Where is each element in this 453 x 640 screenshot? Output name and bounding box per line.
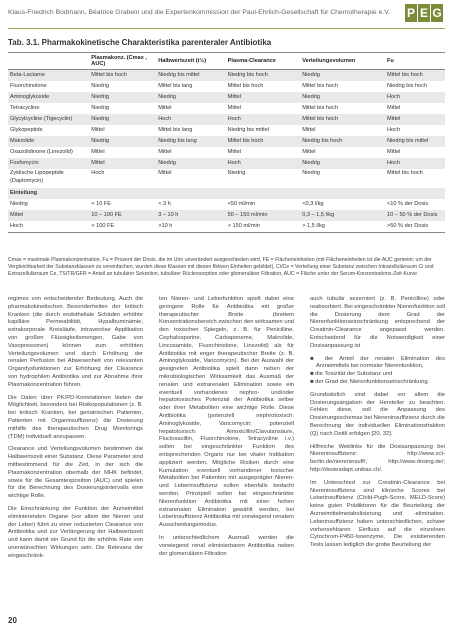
text-column-right [310, 296, 445, 555]
table-cell: Niedrig bis mittel [227, 127, 270, 133]
table-cell: Mittel [302, 127, 316, 133]
table-cell: Niedrig [91, 105, 110, 111]
table-cell: Mittel bis hoch [385, 70, 445, 82]
criteria-list [310, 356, 445, 387]
page-header [8, 0, 445, 28]
table-cell: Zyklische Lipopeptide (Daptomycin) [10, 170, 64, 184]
table-cell: Mittel bis hoch [89, 70, 156, 82]
table-cell: Mittel bis hoch [302, 105, 338, 111]
table-cell: Niedrig [10, 201, 28, 207]
table-cell: Niedrig [89, 114, 156, 125]
table-cell: 10 – 100 FE [89, 210, 156, 221]
table-cell [226, 188, 301, 199]
table-cell: Mittel bis hoch [227, 83, 264, 89]
table-cell: Tetracycline [10, 105, 40, 111]
column-header [8, 53, 89, 70]
table-cell: Niedrig [300, 92, 385, 103]
table-cell: Mittel [91, 149, 105, 155]
table-cell: Mittel [227, 149, 242, 155]
table-cell: < 10 FE [91, 201, 112, 207]
table-cell: Niedrig [156, 158, 225, 169]
table-cell [385, 188, 445, 199]
table-cell: Niedrig bis lang [156, 136, 225, 147]
header-divider [8, 28, 445, 29]
table-cell: 3 – 10 h [156, 210, 225, 221]
table-row [8, 70, 445, 82]
table-cell [156, 188, 225, 199]
table-cell: Oxazolidinone (Linezolid) [10, 149, 73, 155]
table-cell: Niedrig [89, 136, 156, 147]
table-row [8, 136, 445, 147]
table-cell [300, 188, 385, 199]
table-cell: Niedrig [91, 83, 110, 89]
table-cell: Hoch [385, 158, 445, 169]
table-cell: > 1,5 l/kg [302, 223, 326, 229]
table-cell: Hoch [156, 114, 225, 125]
column-header: Verteilungsvolumen [302, 58, 356, 64]
table-header-row [8, 53, 445, 70]
table-cell: Hoch [226, 158, 301, 169]
paragraph: auch tubulär sezerniert (z. B. Penicilline) oder reabsorbiert. Bei eingeschränkter Nierenfunktion soll die Dosierung dem Grad der Nierenfunktionseinschränkung entsprechend der Creatinin-Clearance angepasst werden. Entscheidend für die Notwendigkeit einer Dosisanpassung ist [310, 296, 445, 349]
paragraph: Clearance und Verteilungsvolumen bestimmen die Halbwertszeit einer Substanz. Diese Parameter sind mitbestimmend für die Zeit, in der sich die Plasmakonzentration oberhalb der MHK befindet, sowie für die Gesamtexposition (AUC) und spielen für die Berechnung des Dosierungsintervalls eine wichtige Rolle. [8, 446, 143, 500]
table-cell: Mittel [158, 105, 172, 111]
table-cell: Mittel bis hoch [387, 170, 423, 176]
table-title: Tab. 3.1. Pharmakokinetische Charakteristika parenteraler Antibiotika [8, 38, 272, 47]
table-cell: > 150 ml/min [227, 223, 260, 229]
table-cell: Mittel [89, 158, 156, 169]
table-row [8, 147, 445, 158]
paragraph: ten Nieren- und Leberfunktion spielt dabei eine geringere Rolle für Antibiotika mit großer therapeutischer Breite (breitem Konzentrationsbereich zwischen den wirksamen und den toxischen Spiegeln, z. B. für Penicilline, Cephalosporine, Carbapeneme, Makrolide, Lincosamide, Fluorchinolone, Linezolid) als für Antibiotika mit enger therapeutischer Breite (z. B. Aminoglykoside, Vancomycin). Bei der Auswahl der geeigneten Antibiotika spielt dann neben der mikrobiologischen Wirksamkeit das Ausmaß der renalen und extrarenalen Elimination sowie ein eventuell vorhandenes nephro- und/oder hepatotoxisches Potenzial der Antibiotika selber oder ihrer Metaboliten eine wichtige Rolle. Diese Antibiotika (potenziell nephrotoxisch: Aminoglykoside, Vancomycin; potenziell hepatotoxisch: Amoxicillin/Clavulansäure, Flucloxacillin, Fluorchinolone, Tetracycline i.v.) sollen bei eingeschränkter Funktion des entsprechenden Organs nur bei vitaler Indikation appliziert werden. Mögliche Risiken durch eine Kumulation eventuell vorhandener toxischer Metaboliten bei Patienten mit ausgeprägter Nieren- und Leberinsuffizienz sollen ebenfalls bedacht werden. Prinzipiell sollen bei eingeschränkter Nierenfunktion Antibiotika mit einer hohen extrarenalen Elimination gewählt werden, bei Leberinsuffizienz Antibiotika mit vorwiegend renalem Ausscheidungsmodus. [159, 296, 295, 529]
table-cell: Mittel [91, 127, 105, 133]
table-cell: Niedrig [300, 158, 385, 169]
table-cell: >10 h [158, 223, 173, 229]
list-item: ■ der Anteil der renalen Elimination des Arzneimittels bei normaler Nierenfunktion, [310, 355, 445, 370]
table-cell: Makrolide [8, 136, 89, 147]
table-cell: Mittel [226, 92, 301, 103]
table-cell: Mittel [387, 149, 401, 155]
table-cell: Mittel [387, 105, 401, 111]
table-cell: Mittel bis hoch [300, 114, 385, 125]
table-footnote: Cmax = maximale Plasmakonzentration, Fu = Prozent der Dosis, die im Urin unverändert ausgeschieden wird, FE = Flächeneinheiten (mit Flächeneinheiten ist die AUC gemeint; um der Vergleichbarkeit der Substanzklassen zu vereinfachen, wurden diese Klassen mit diesen fiktiven Einheiten gebildet), Ci/Ce = Verteilung einer Substanz zwischen Intrazellulärraum Ci und Extrazellulärraum Ce, TS/TR/GFR = Anteil an tubulärer Sekretion, tubulärer Rückresorption oder glomerulärer Filtration, AUC = Fläche unter der Serum-Konzentrations-Zeit-Kurve [8, 257, 434, 278]
table-cell: Mittel [302, 149, 316, 155]
table-cell: Niedrig [300, 70, 385, 82]
table-row [8, 188, 445, 199]
table-cell [89, 188, 156, 199]
table-cell: Mittel bis hoch [226, 136, 301, 147]
paragraph: Hilfreiche Weblinks für die Dosisanpassung bei Niereninsuffizienz: http://www.zct-berlin.de/niereninsuff/; http://www.dosing.de/; http://dosieadapt.unibas.ch/. [310, 443, 445, 473]
table-cell: Mittel [227, 105, 242, 111]
table-cell: <10 % der Dosis [387, 201, 429, 207]
table-cell: Fluorchinolone [10, 83, 47, 89]
table-row [8, 221, 445, 233]
paragraph: regimes von entscheidender Bedeutung. Auch die pharmakokinetischen Besonderheiten der kritisch Kranken (die durch endotheliale Schäden erhöhte kapilläre Permeabilität, Hypalbuminämie, extrakorporale Kreisläufe, intravenöse Applikation von großen Flüssigkeitsmengen, Gabe von Vasopressoren) können zum erhöhten Verteilungsvolumen und durch Erhöhung der renalen Perfusion bei Abwesenheit von relevanten Organdysfunktionen zur Erhöhung der Clearance von hydrophilen Antibiotika und zur Abnahme ihrer Plasmakonzentration führen. [8, 296, 143, 388]
table-cell: Niedrig [89, 92, 156, 103]
table-cell: Mittel bis hoch [302, 83, 338, 89]
table-cell: Mittel bis lang [158, 127, 193, 133]
paragraph: Die Daten über PK/PD-Korrelationen bieten die Möglichkeit, besonders bei Risikopopulationen (z. B. bei kritisch Kranken, bei geriatrischen Patienten, Patienten mit Organinsuffizienz) die Dosierung mithilfe des therapeutischen Drug Monitorings (TDM) individuell anzupassen. [8, 394, 143, 440]
table-cell: > 100 FE [91, 223, 115, 229]
table-row [8, 199, 445, 210]
text-column-left [8, 296, 143, 566]
table-cell: >50 % der Dosis [387, 223, 429, 229]
table-cell: Fosfomycin [8, 158, 89, 169]
table-cell: Niedrig bis hoch [387, 83, 428, 89]
column-header: Plasma-Clearance [227, 58, 276, 64]
table-row [8, 158, 445, 169]
table-row [8, 103, 445, 114]
table-row [8, 92, 445, 103]
table-cell: Niedrig bis hoch [226, 70, 301, 82]
table-cell: <0,3 l/kg [302, 201, 324, 207]
table-cell: <50 ml/min [227, 201, 256, 207]
column-header: Fu [387, 58, 394, 64]
logo-letter: E [419, 6, 428, 20]
table-cell: Mittel [158, 170, 172, 176]
paragraph: Grundsätzlich sind dabei vor allem die Dosierungsangaben der Hersteller zu beachten. Fehlen diese, soll die Anpassung des Dosierungsschemas bei Niereninsuffizienz durch die Berechnung der individuellen Eliminationsfraktion (Q) nach Dettli erfolgen [20, 32]. [310, 391, 445, 437]
table-row [8, 114, 445, 125]
logo-letter: P [406, 6, 415, 20]
header-authors: Klaus-Friedrich Bodmann, Béatrice Grabein und die Expertenkommission der Paul-Ehrlich-Gesellschaft für Chemotherapie e.V. [8, 9, 391, 16]
table-cell: Aminoglykoside [8, 92, 89, 103]
table-cell: Glykopeptide [10, 127, 43, 133]
text-column-middle [159, 296, 294, 563]
paragraph: Die Einschränkung der Funktion der Arzneimittel eliminierenden Organe (vor allem der Nieren und der Leber) führt zu einer reduzierten Clearance von Antibiotika und zur Verlängerung der Halbwertszeit und kann damit ein Grund für die erhöhte Rate von unerwünschten Wirkungen sein. Die Relevanz der eingeschränk- [8, 505, 143, 559]
table-cell: Hoch [387, 127, 401, 133]
table-cell: Hoch [385, 92, 445, 103]
table-cell: Niedrig [227, 170, 246, 176]
table-cell: Einteilung [8, 188, 89, 199]
table-cell: 0,3 – 1,5 l/kg [300, 210, 385, 221]
peg-logo [405, 4, 445, 24]
table-cell: Hoch [91, 170, 105, 176]
table-cell: Mittel [158, 149, 172, 155]
table-cell: Hoch [226, 114, 301, 125]
list-item: ■ die Toxizität der Substanz und [310, 371, 393, 378]
table-cell: Mittel [385, 114, 445, 125]
table-cell: 50 – 150 ml/min [226, 210, 301, 221]
table-row [8, 169, 445, 188]
table-cell: Niedrig [156, 92, 225, 103]
table-cell: Mittel [8, 210, 89, 221]
table-cell: 10 – 50 % der Dosis [385, 210, 445, 221]
table-cell: Glycylcycline (Tigecyclin) [8, 114, 89, 125]
table-cell: Niedrig [302, 170, 320, 176]
table-cell: Hoch [10, 223, 24, 229]
column-header: Halbwertszeit (t½) [158, 58, 207, 64]
table-cell: Mittel bis lang [158, 83, 193, 89]
table-row [8, 210, 445, 221]
table-cell: Beta-Lactame [8, 70, 89, 82]
table-row [8, 125, 445, 136]
table-row [8, 81, 445, 92]
list-item: ■ der Grad der Nierenfunktionseinschränkung. [310, 378, 430, 385]
logo-letter: G [432, 6, 442, 20]
paragraph: Im Unterschied zur Creatinin-Clearance bei Niereninsuffizienz sind klinische Scores bei Leberinsuffizienz (Child-Pugh-Score, MELD-Score) keine guten Prädiktoren für die Beurteilung der Arzneimittelmetabolisierung und -elimination. Leberinsuffizienz haben unterschiedlichen, schwer vorhersehbaren Einfluss auf die einzelnen Cytochrom-P450-Isoenzyme. Die existierenden Tests lassen lediglich die grobe Beurteilung der [310, 479, 445, 549]
pharmacokinetics-table [8, 52, 445, 233]
paragraph: In unterschiedlichem Ausmaß werden die vorwiegend renal eliminierbaren Antibiotika neben der glomerulären Filtration [159, 534, 294, 557]
page-number: 20 [8, 616, 17, 625]
table-cell: < 3 h [158, 201, 171, 207]
table-cell: Niedrig bis mittel [385, 136, 445, 147]
table-cell: Niedrig bis hoch [300, 136, 385, 147]
table-cell: Niedrig bis mittel [156, 70, 225, 82]
column-header: Plasmakonz. (Cmax , AUC) [91, 55, 147, 67]
